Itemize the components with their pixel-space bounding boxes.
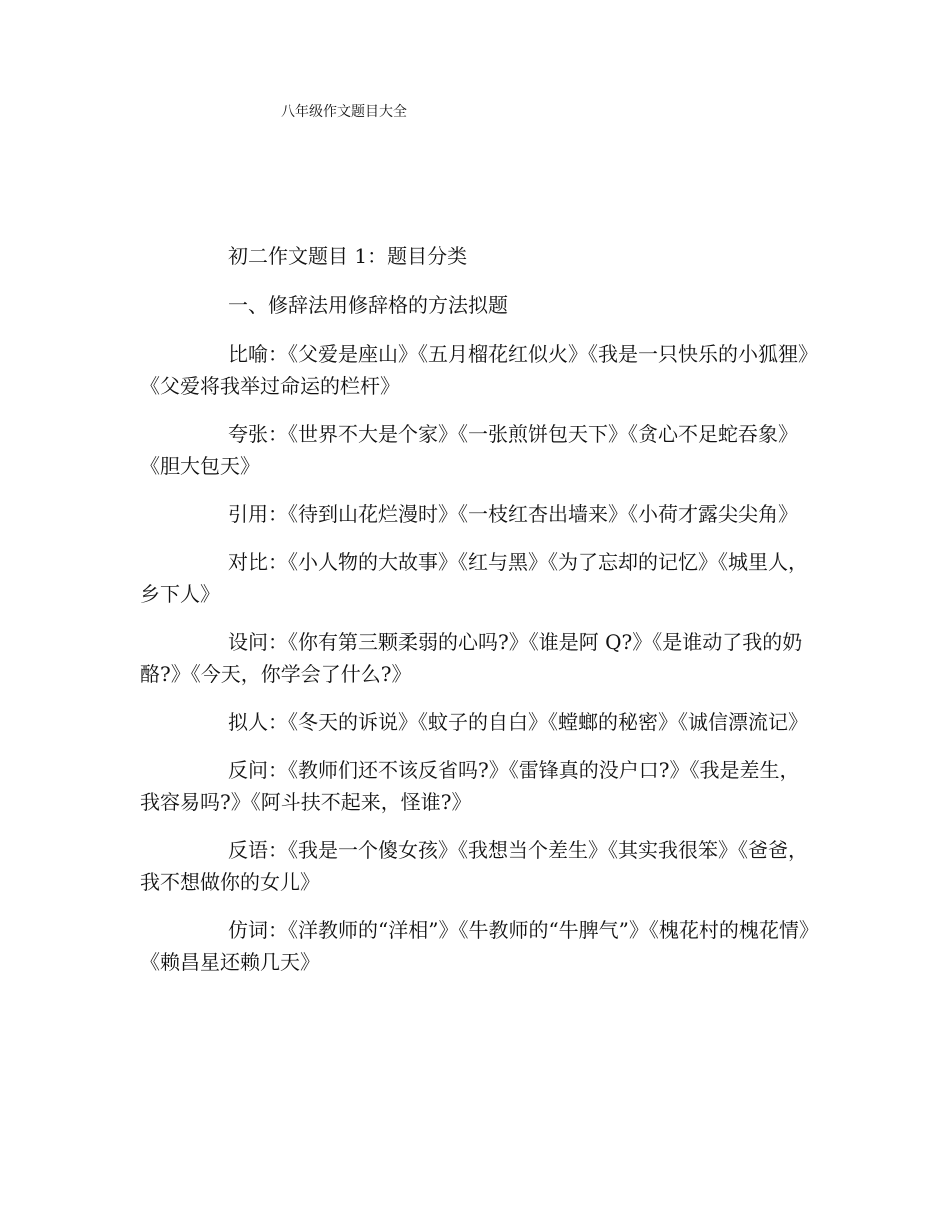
- item-label: 夸张：: [228, 422, 288, 446]
- item-label: 引用：: [228, 502, 288, 526]
- item-text: 《教师们还不该反省吗?》《雷锋真的没户口?》《我是差生，我容易吗?》《阿斗扶不起来，怪谁?》: [140, 758, 800, 814]
- rhetoric-item-quotation: [140, 498, 810, 530]
- section-subtitle: 一、修辞法用修辞格的方法拟题: [228, 293, 508, 317]
- item-label: 对比：: [228, 550, 288, 574]
- item-text: 《父爱是座山》《五月榴花红似火》《我是一只快乐的小狐狸》《父爱将我举过命运的栏杆》: [140, 342, 808, 398]
- rhetoric-item-rhetorical-question: [140, 754, 810, 818]
- document-header-title: 八年级作文题目大全: [281, 104, 407, 120]
- item-text: 《世界不大是个家》《一张煎饼包天下》《贪心不足蛇吞象》《胆大包天》: [140, 422, 798, 478]
- rhetoric-item-question: [140, 626, 810, 690]
- item-label: 反问：: [228, 758, 288, 782]
- item-label: 反语：: [228, 838, 288, 862]
- rhetoric-item-metaphor: [140, 338, 810, 402]
- rhetoric-item-contrast: [140, 546, 810, 610]
- rhetoric-item-personification: [140, 706, 810, 738]
- item-text: 《待到山花烂漫时》《一枝红杏出墙来》《小荷才露尖尖角》: [288, 502, 798, 526]
- item-text: 《洋教师的“洋相”》《牛教师的“牛脾气”》《槐花村的槐花情》《赖昌星还赖几天》: [140, 918, 809, 974]
- rhetoric-item-irony: [140, 834, 810, 898]
- item-label: 比喻：: [228, 342, 288, 366]
- item-text: 《小人物的大故事》《红与黑》《为了忘却的记忆》《城里人，乡下人》: [140, 550, 808, 606]
- item-label: 仿词：: [228, 918, 288, 942]
- item-text: 《我是一个傻女孩》《我想当个差生》《其实我很笨》《爸爸，我不想做你的女儿》: [140, 838, 808, 894]
- item-text: 《你有第三颗柔弱的心吗?》《谁是阿 Q?》《是谁动了我的奶酪?》《今天，你学会了什么?》: [140, 630, 803, 686]
- rhetoric-item-parody: [140, 914, 810, 978]
- rhetoric-item-hyperbole: [140, 418, 810, 482]
- item-label: 设问：: [228, 630, 288, 654]
- document-body: [140, 240, 810, 994]
- item-text: 《冬天的诉说》《蚊子的自白》《螳螂的秘密》《诚信漂流记》: [288, 710, 808, 734]
- item-label: 拟人：: [228, 710, 288, 734]
- section-title: 初二作文题目 1：题目分类: [228, 244, 468, 268]
